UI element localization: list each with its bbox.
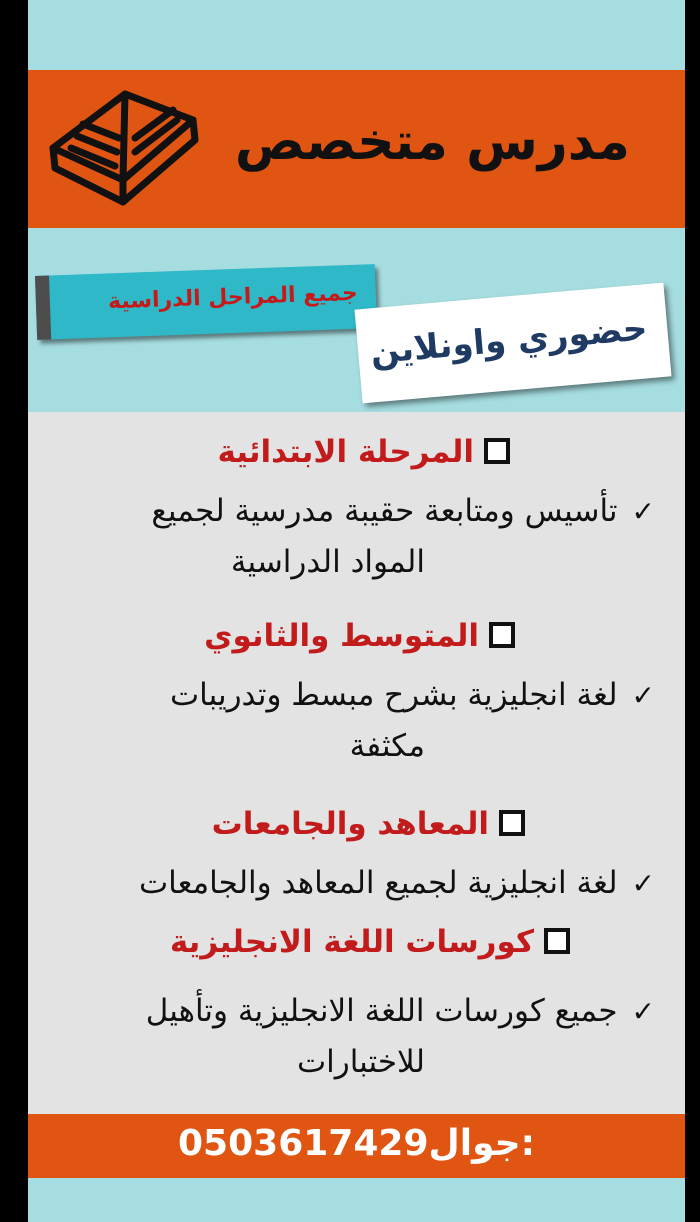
tags-band: [28, 228, 685, 412]
checkbox-icon: [489, 622, 515, 648]
checkbox-icon: [499, 810, 525, 836]
mode-tag: [354, 283, 671, 404]
contact-line: [28, 1123, 685, 1164]
bullet-institutes: [139, 858, 655, 909]
section-title-primary: المرحلة الابتدائية: [217, 434, 510, 470]
bullet-secondary: [170, 670, 655, 771]
page-title: مدرس متخصص: [234, 112, 630, 172]
open-book-icon: [43, 80, 203, 220]
header-band: [28, 70, 685, 228]
right-edge: [685, 0, 700, 1222]
section-title-institutes: المعاهد والجامعات: [212, 806, 525, 842]
mode-tag-label: حضوري واونلاين: [368, 308, 649, 373]
check-mark-icon: ✓: [631, 679, 655, 712]
tag-accent-bar: [35, 275, 51, 339]
bottom-band: [28, 1178, 685, 1222]
bullet-line: للاختبارات: [296, 1044, 425, 1080]
bullet-primary: [151, 486, 655, 587]
checkbox-icon: [544, 928, 570, 954]
check-mark-icon: ✓: [631, 867, 655, 900]
bullet-line: مكثفة: [349, 728, 425, 764]
section-title-courses: كورسات اللغة الانجليزية: [170, 924, 570, 960]
checkbox-icon: [484, 438, 510, 464]
stages-tag-label: جميع المراحل الدراسية: [107, 280, 359, 315]
left-edge: [0, 0, 28, 1222]
top-band: [28, 0, 685, 70]
section-title-secondary: المتوسط والثانوي: [204, 618, 515, 654]
services-panel: [28, 412, 685, 1114]
bullet-line: ✓لغة انجليزية لجميع المعاهد والجامعات: [138, 865, 655, 901]
phone-number[interactable]: 0503617429: [178, 1123, 429, 1164]
contact-band: [28, 1114, 685, 1178]
bullet-line: ✓تأسيس ومتابعة حقيبة مدرسية لجميع: [151, 493, 655, 529]
bullet-line: المواد الدراسية: [230, 544, 425, 580]
bullet-line: ✓لغة انجليزية بشرح مبسط وتدريبات: [169, 677, 655, 713]
bullet-line: ✓جميع كورسات اللغة الانجليزية وتأهيل: [145, 993, 655, 1029]
bullet-courses: [146, 986, 655, 1087]
stages-tag: [35, 264, 377, 340]
check-mark-icon: ✓: [631, 495, 655, 528]
phone-label: جوال:: [428, 1123, 535, 1164]
check-mark-icon: ✓: [631, 995, 655, 1028]
